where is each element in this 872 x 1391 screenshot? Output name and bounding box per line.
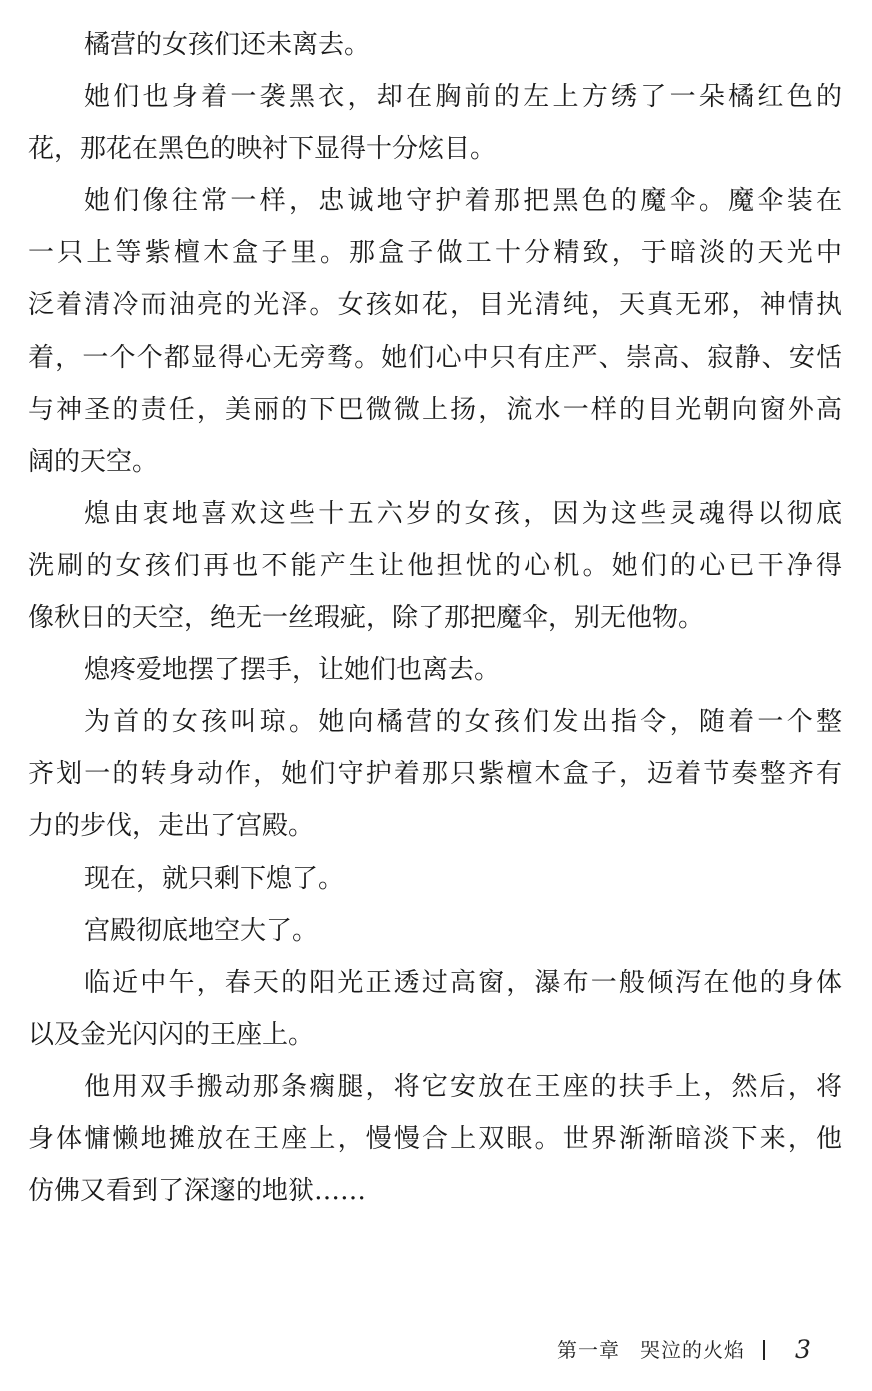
paragraph [28,644,842,696]
chapter-title: 哭泣的火焰 [640,1338,745,1362]
text-line: 现在，就只剩下熄了。 [84,863,345,894]
text-line: 洗刷的女孩们再也不能产生让他担忧的心机。她们的心已干净得 [28,550,842,581]
text-line: 她们也身着一袭黑衣，却在胸前的左上方绣了一朵橘红色的 [84,82,842,113]
text-line: 阔的天空。 [28,446,159,477]
text-line: 与神圣的责任，美丽的下巴微微上扬，流水一样的目光朝向窗外高 [28,394,842,425]
text-line: 花，那花在黑色的映衬下显得十分炫目。 [28,134,497,165]
paragraph [28,853,842,905]
footer-divider [763,1340,765,1360]
chapter-label: 第一章 [557,1338,620,1362]
text-line: 泛着清冷而油亮的光泽。女孩如花，目光清纯，天真无邪，神情执 [28,290,842,321]
text-line: 为首的女孩叫琼。她向橘营的女孩们发出指令，随着一个整 [84,707,842,738]
paragraph [28,19,842,71]
text-line: 橘营的女孩们还未离去。 [84,30,371,60]
text-line: 她们像往常一样，忠诚地守护着那把黑色的魔伞。魔伞装在 [84,186,842,217]
text-line: 像秋日的天空，绝无一丝瑕疵，除了那把魔伞，别无他物。 [28,603,705,634]
text-line: 仿佛又看到了深邃的地狱…… [28,1176,367,1207]
text-line: 身体慵懒地摊放在王座上，慢慢合上双眼。世界渐渐暗淡下来，他 [28,1123,842,1154]
paragraph [28,488,842,644]
text-line: 一只上等紫檀木盒子里。那盒子做工十分精致，于暗淡的天光中 [28,238,842,269]
paragraph [28,905,842,957]
paragraph [28,71,842,175]
text-line: 齐划一的转身动作，她们守护着那只紫檀木盒子，迈着节奏整齐有 [28,759,842,790]
text-line: 以及金光闪闪的王座上。 [28,1019,315,1050]
paragraph [28,1061,842,1217]
page-number: 3 [795,1335,811,1364]
text-line: 临近中午，春天的阳光正透过高窗，瀑布一般倾泻在他的身体 [84,967,842,998]
page-body [28,19,842,1217]
text-line: 熄由衷地喜欢这些十五六岁的女孩，因为这些灵魂得以彻底 [84,498,842,529]
paragraph [28,696,842,852]
text-line: 宫殿彻底地空大了。 [84,915,319,946]
text-line: 熄疼爱地摆了摆手，让她们也离去。 [84,655,501,686]
text-line: 他用双手搬动那条瘸腿，将它安放在王座的扶手上，然后，将 [84,1071,842,1102]
running-footer [557,1333,811,1367]
text-line: 力的步伐，走出了宫殿。 [28,811,315,842]
text-line: 着，一个个都显得心无旁骛。她们心中只有庄严、崇高、寂静、安恬 [28,342,842,373]
paragraph [28,175,842,488]
paragraph [28,957,842,1061]
